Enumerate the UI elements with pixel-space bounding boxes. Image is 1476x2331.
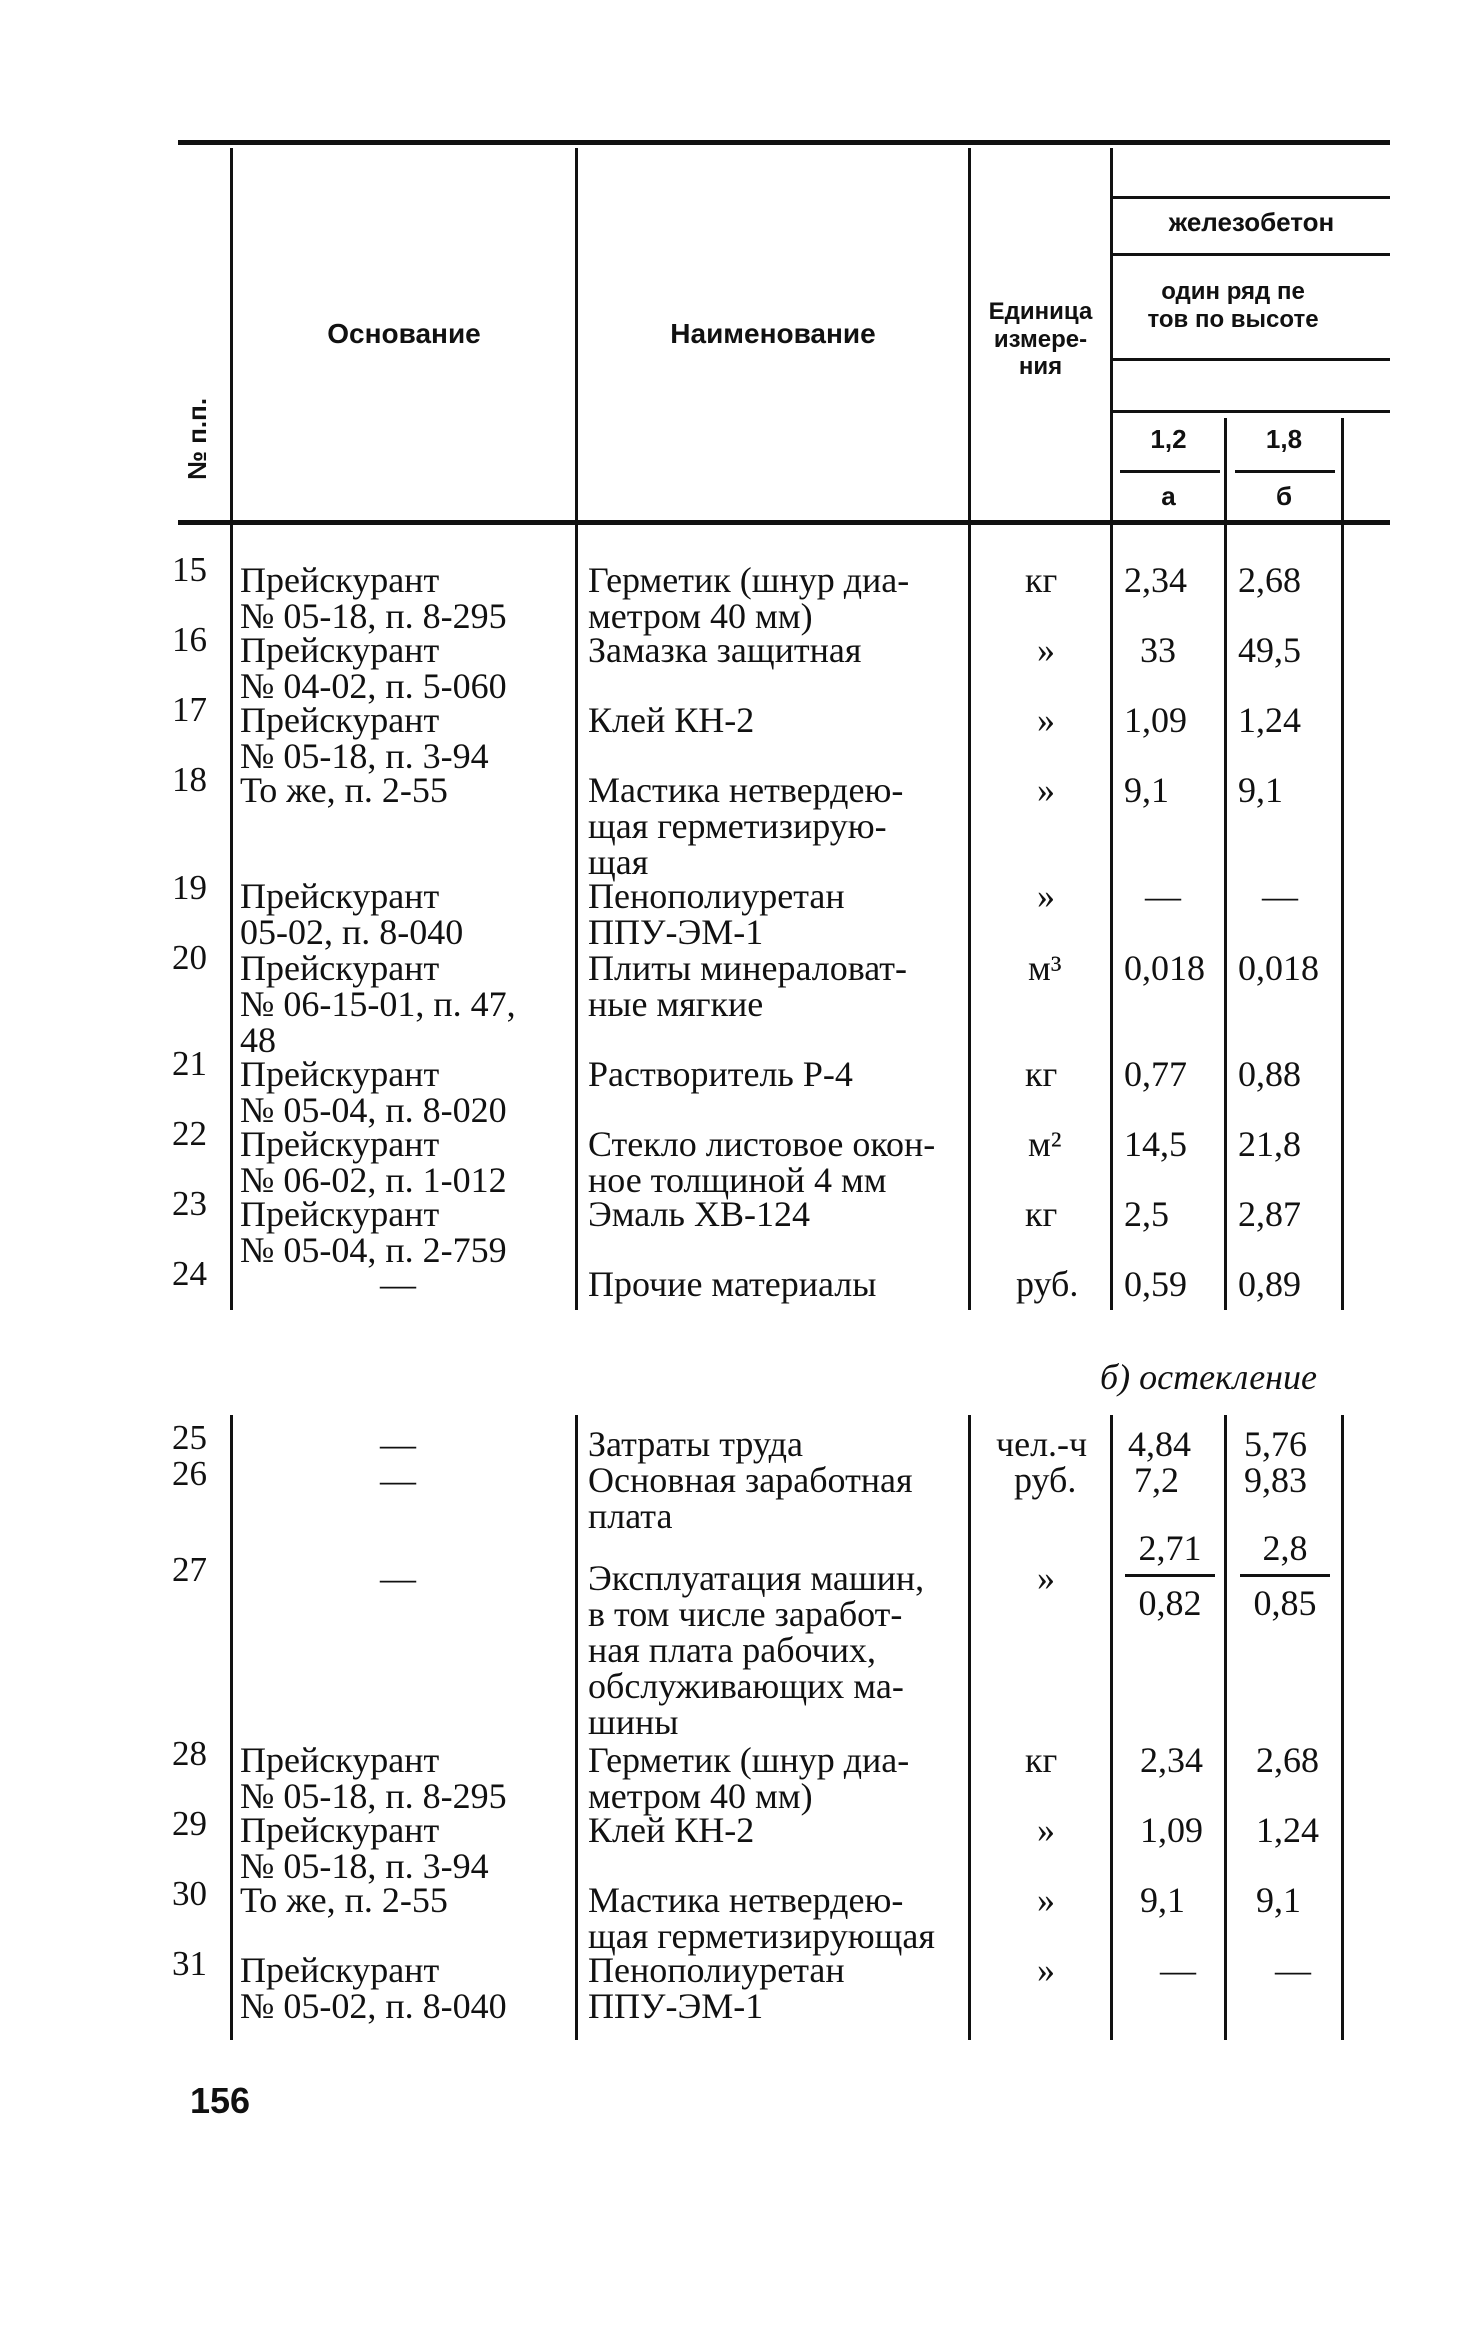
row-unit: кг xyxy=(1025,1740,1058,1780)
row-value-b: — xyxy=(1262,876,1298,916)
row-value-a: 2,34 xyxy=(1124,560,1187,600)
col-number-header: № п.п. xyxy=(182,397,212,480)
row-value-a: 1,09 xyxy=(1140,1810,1203,1850)
row-basis: Прейскурант № 05-18, п. 3-94 xyxy=(240,700,489,776)
row-value-b: 9,1 xyxy=(1238,770,1283,810)
body1-divider-1 xyxy=(230,525,233,1310)
row-unit: руб. xyxy=(1014,1460,1077,1500)
row-number: 22 xyxy=(172,1114,207,1153)
row-number: 25 xyxy=(172,1418,207,1457)
col-a-value-header: 1,2 xyxy=(1150,424,1187,454)
row-name: Прочие материалы xyxy=(588,1264,877,1304)
row-name: Герметик (шнур диа- метром 40 мм) xyxy=(588,1740,910,1816)
body2-divider-6 xyxy=(1341,1415,1344,2040)
row-unit: кг xyxy=(1025,1054,1058,1094)
col-name-header: Наименование xyxy=(670,318,876,349)
row-name: Замазка защитная xyxy=(588,630,862,670)
body2-divider-2 xyxy=(575,1415,578,2040)
row-value-b: 0,018 xyxy=(1238,948,1319,988)
row-number: 18 xyxy=(172,760,207,799)
row-number: 28 xyxy=(172,1734,207,1773)
row-number: 23 xyxy=(172,1184,207,1223)
row-number: 20 xyxy=(172,938,207,977)
header-rule-material-top xyxy=(1113,196,1390,199)
row-basis: — xyxy=(380,1558,416,1598)
row-name: Затраты труда xyxy=(588,1424,803,1464)
row-unit: » xyxy=(1037,1810,1055,1850)
row-number: 15 xyxy=(172,550,207,589)
row-basis: — xyxy=(380,1460,416,1500)
row-value-a: 2,5 xyxy=(1124,1194,1169,1234)
header-rule-values-mid-b xyxy=(1235,470,1335,473)
value-a-bottom: 0,82 xyxy=(1138,1583,1202,1623)
row-unit: » xyxy=(1037,700,1055,740)
row-value-b: 0,89 xyxy=(1238,1264,1301,1304)
header-rule-rowdesc-bottom xyxy=(1113,358,1390,361)
page-number: 156 xyxy=(190,2080,251,2121)
material-header: железобетон xyxy=(1168,207,1335,237)
row-unit: кг xyxy=(1025,560,1058,600)
row-value-b: 2,68 xyxy=(1238,560,1301,600)
row-basis: Прейскурант 05-02, п. 8-040 xyxy=(240,876,464,952)
value-a-fraction xyxy=(1125,1530,1215,1621)
row-name: Эксплуатация машин, в том числе заработ- ная плата рабочих, обслуживающих ма- шины xyxy=(588,1558,925,1742)
value-a-top: 2,71 xyxy=(1138,1528,1202,1568)
row-unit: чел.-ч xyxy=(996,1424,1088,1464)
col-unit-header: Единица измере- ния xyxy=(988,298,1093,381)
header-bottom-rule xyxy=(178,520,1390,525)
col-a-letter-header: а xyxy=(1161,481,1176,511)
row-value-a: 0,59 xyxy=(1124,1264,1187,1304)
header-rule-values-top xyxy=(1113,410,1390,413)
fraction-bar xyxy=(1125,1574,1215,1577)
row-description-header: один ряд пе тов по высоте xyxy=(1147,278,1319,333)
row-name: Клей КН-2 xyxy=(588,1810,755,1850)
body2-divider-1 xyxy=(230,1415,233,2040)
value-b-fraction xyxy=(1240,1530,1330,1621)
row-value-a: 0,77 xyxy=(1124,1054,1187,1094)
row-value-a: 33 xyxy=(1140,630,1176,670)
row-unit: кг xyxy=(1025,1194,1058,1234)
row-value-b: 2,87 xyxy=(1238,1194,1301,1234)
row-basis: — xyxy=(380,1424,416,1464)
row-name: Герметик (шнур диа- метром 40 мм) xyxy=(588,560,910,636)
body2-divider-4 xyxy=(1110,1415,1113,2040)
row-unit: » xyxy=(1037,876,1055,916)
body2-divider-5 xyxy=(1224,1415,1227,2040)
row-basis: Прейскурант № 04-02, п. 5-060 xyxy=(240,630,507,706)
body1-divider-3 xyxy=(968,525,971,1310)
row-name: Мастика нетвердею- щая герметизирую- щая xyxy=(588,770,904,882)
col-basis-header: Основание xyxy=(327,318,481,349)
row-number: 30 xyxy=(172,1874,207,1913)
body1-divider-4 xyxy=(1110,525,1113,1310)
row-number: 21 xyxy=(172,1044,207,1083)
row-number: 17 xyxy=(172,690,207,729)
col-b-value-header: 1,8 xyxy=(1265,424,1303,454)
row-unit: м³ xyxy=(1028,948,1062,988)
body1-divider-6 xyxy=(1341,525,1344,1310)
row-value-a: 2,34 xyxy=(1140,1740,1203,1780)
row-basis: Прейскурант № 05-04, п. 8-020 xyxy=(240,1054,507,1130)
row-value-a: 0,018 xyxy=(1124,948,1205,988)
value-b-bottom: 0,85 xyxy=(1253,1583,1317,1623)
body1-divider-5 xyxy=(1224,525,1227,1310)
row-number: 27 xyxy=(172,1550,207,1589)
row-unit: » xyxy=(1037,770,1055,810)
row-value-b: 5,76 xyxy=(1244,1424,1307,1464)
row-name: Стекло листовое окон- ное толщиной 4 мм xyxy=(588,1124,936,1200)
row-name: Основная заработная плата xyxy=(588,1460,913,1536)
row-name: Растворитель Р-4 xyxy=(588,1054,853,1094)
row-name: Пенополиуретан ППУ-ЭМ-1 xyxy=(588,1950,845,2026)
row-name: Плиты минераловат- ные мягкие xyxy=(588,948,907,1024)
row-value-b: 9,83 xyxy=(1244,1460,1307,1500)
row-value-a: 1,09 xyxy=(1124,700,1187,740)
row-basis: То же, п. 2-55 xyxy=(240,1880,448,1920)
row-unit: » xyxy=(1037,1880,1055,1920)
row-basis: Прейскурант № 06-15-01, п. 47, 48 xyxy=(240,948,516,1060)
row-value-a: — xyxy=(1160,1950,1196,1990)
row-value-b: 1,24 xyxy=(1238,700,1301,740)
row-number: 24 xyxy=(172,1254,207,1293)
row-unit: » xyxy=(1037,630,1055,670)
body1-divider-2 xyxy=(575,525,578,1310)
row-number: 26 xyxy=(172,1454,207,1493)
row-number: 16 xyxy=(172,620,207,659)
row-name: Клей КН-2 xyxy=(588,700,755,740)
row-value-b: — xyxy=(1275,1950,1311,1990)
col-b-letter-header: б xyxy=(1275,481,1293,511)
row-basis: Прейскурант № 05-04, п. 2-759 xyxy=(240,1194,507,1270)
row-basis: То же, п. 2-55 xyxy=(240,770,448,810)
row-unit: » xyxy=(1037,1558,1055,1598)
row-basis: Прейскурант № 06-02, п. 1-012 xyxy=(240,1124,507,1200)
body2-divider-3 xyxy=(968,1415,971,2040)
header-divider-4 xyxy=(1110,148,1113,520)
table-top-rule xyxy=(178,140,1390,145)
fraction-bar xyxy=(1240,1574,1330,1577)
header-rule-values-mid xyxy=(1120,470,1220,473)
row-value-a: 4,84 xyxy=(1128,1424,1191,1464)
row-value-a: 9,1 xyxy=(1140,1880,1185,1920)
row-value-a: 9,1 xyxy=(1124,770,1169,810)
row-value-a: 7,2 xyxy=(1134,1460,1179,1500)
row-value-a: — xyxy=(1145,876,1181,916)
row-basis: — xyxy=(380,1264,416,1304)
row-basis: Прейскурант № 05-02, п. 8-040 xyxy=(240,1950,507,2026)
value-b-top: 2,8 xyxy=(1262,1528,1308,1568)
row-number: 19 xyxy=(172,868,207,907)
row-basis: Прейскурант № 05-18, п. 8-295 xyxy=(240,560,507,636)
row-value-b: 1,24 xyxy=(1256,1810,1319,1850)
row-number: 29 xyxy=(172,1804,207,1843)
row-unit: » xyxy=(1037,1950,1055,1990)
row-name: Эмаль ХВ-124 xyxy=(588,1194,810,1234)
header-rule-material-bottom xyxy=(1113,253,1390,256)
row-unit: м² xyxy=(1028,1124,1062,1164)
row-value-b: 21,8 xyxy=(1238,1124,1301,1164)
row-name: Пенополиуретан ППУ-ЭМ-1 xyxy=(588,876,845,952)
row-name: Мастика нетвердею- щая герметизирующая xyxy=(588,1880,935,1956)
row-number: 31 xyxy=(172,1944,207,1983)
row-unit: руб. xyxy=(1016,1264,1079,1304)
row-value-a: 14,5 xyxy=(1124,1124,1187,1164)
row-value-b: 49,5 xyxy=(1238,630,1301,670)
section-title: б) остекление xyxy=(1100,1357,1318,1397)
row-value-b: 2,68 xyxy=(1256,1740,1319,1780)
row-value-b: 0,88 xyxy=(1238,1054,1301,1094)
row-basis: Прейскурант № 05-18, п. 8-295 xyxy=(240,1740,507,1816)
row-value-b: 9,1 xyxy=(1256,1880,1301,1920)
row-basis: Прейскурант № 05-18, п. 3-94 xyxy=(240,1810,489,1886)
header-divider-6 xyxy=(1341,418,1344,520)
